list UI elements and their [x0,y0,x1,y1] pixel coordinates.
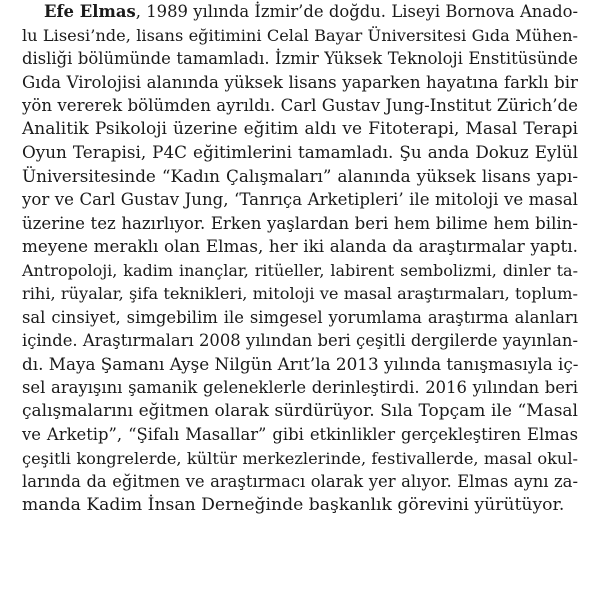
bio-line: Oyun Terapisi, P4C eğitimlerini tamamladı. Şu anda Dokuz Eylül [22,142,578,162]
bio-line: Analitik Psikoloji üzerine eğitim aldı ve Fitoterapi, Masal Terapi [22,118,578,139]
bio-line: sal cinsiyet, simgebilim ile simgesel yorumlama araştırma alanları [22,307,578,327]
author-name: Efe Elmas [44,2,136,21]
bio-line-last: manda Kadim İnsan Derneğinde başkanlık görevini yürütüyor. [22,494,565,515]
bio-line: disliği bölümünde tamamladı. İzmir Yüksek Teknoloji Enstitüsünde [22,49,578,68]
bio-line: meyene meraklı olan Elmas, her iki alanda da araştırmalar yaptı. [22,236,578,256]
bio-line: çeşitli kongrelerde, kültür merkezlerinde, festivallerde, masal okul- [22,448,578,468]
bio-line-1 [22,0,578,24]
author-biography [22,0,578,517]
bio-line: lu Lisesi’nde, lisans eğitimini Celal Bayar Üniversitesi Gıda Mühen- [22,25,578,45]
bio-line: üzerine tez hazırlıyor. Erken yaşlardan beri hem bilime hem bilin- [22,213,578,233]
bio-line: larında da eğitmen ve araştırmacı olarak yer alıyor. Elmas aynı za- [22,472,578,491]
bio-line-1-text: , 1989 yılında İzmir’de doğdu. Liseyi Bornova Anado- [135,2,579,21]
bio-line: rihi, rüyalar, şifa teknikleri, mitoloji ve masal araştırmaları, toplum- [22,284,578,303]
bio-line: Antropoloji, kadim inançlar, ritüeller, labirent sembolizmi, dinler ta- [22,260,578,280]
bio-line: çalışmalarını eğitmen olarak sürdürüyor. Sıla Topçam ile “Masal [22,400,578,421]
bio-line: yor ve Carl Gustav Jung, ‘Tanrıça Arketipleri’ ile mitoloji ve masal [22,190,578,209]
bio-line: Gıda Virolojisi alanında yüksek lisans yaparken hayatına farklı bir [22,72,578,92]
bio-line: dı. Maya Şamanı Ayşe Nilgün Arıt’la 2013 yılında tanışmasıyla iç- [22,353,579,374]
bio-line: yön vererek bölümden ayrıldı. Carl Gustav Jung-Institut Zürich’de [22,96,578,115]
bio-line: sel arayışını şamanik geleneklerle derinleştirdi. 2016 yılından beri [22,378,578,397]
bio-line: içinde. Araştırmaları 2008 yılından beri çeşitli dergilerde yayınlan- [22,331,578,350]
bio-line: ve Arketip”, “Şifalı Masallar” gibi etkinlikler gerçekleştiren Elmas [22,425,578,444]
bio-line: Üniversitesinde “Kadın Çalışmaları” alanında yüksek lisans yapı- [22,165,578,186]
